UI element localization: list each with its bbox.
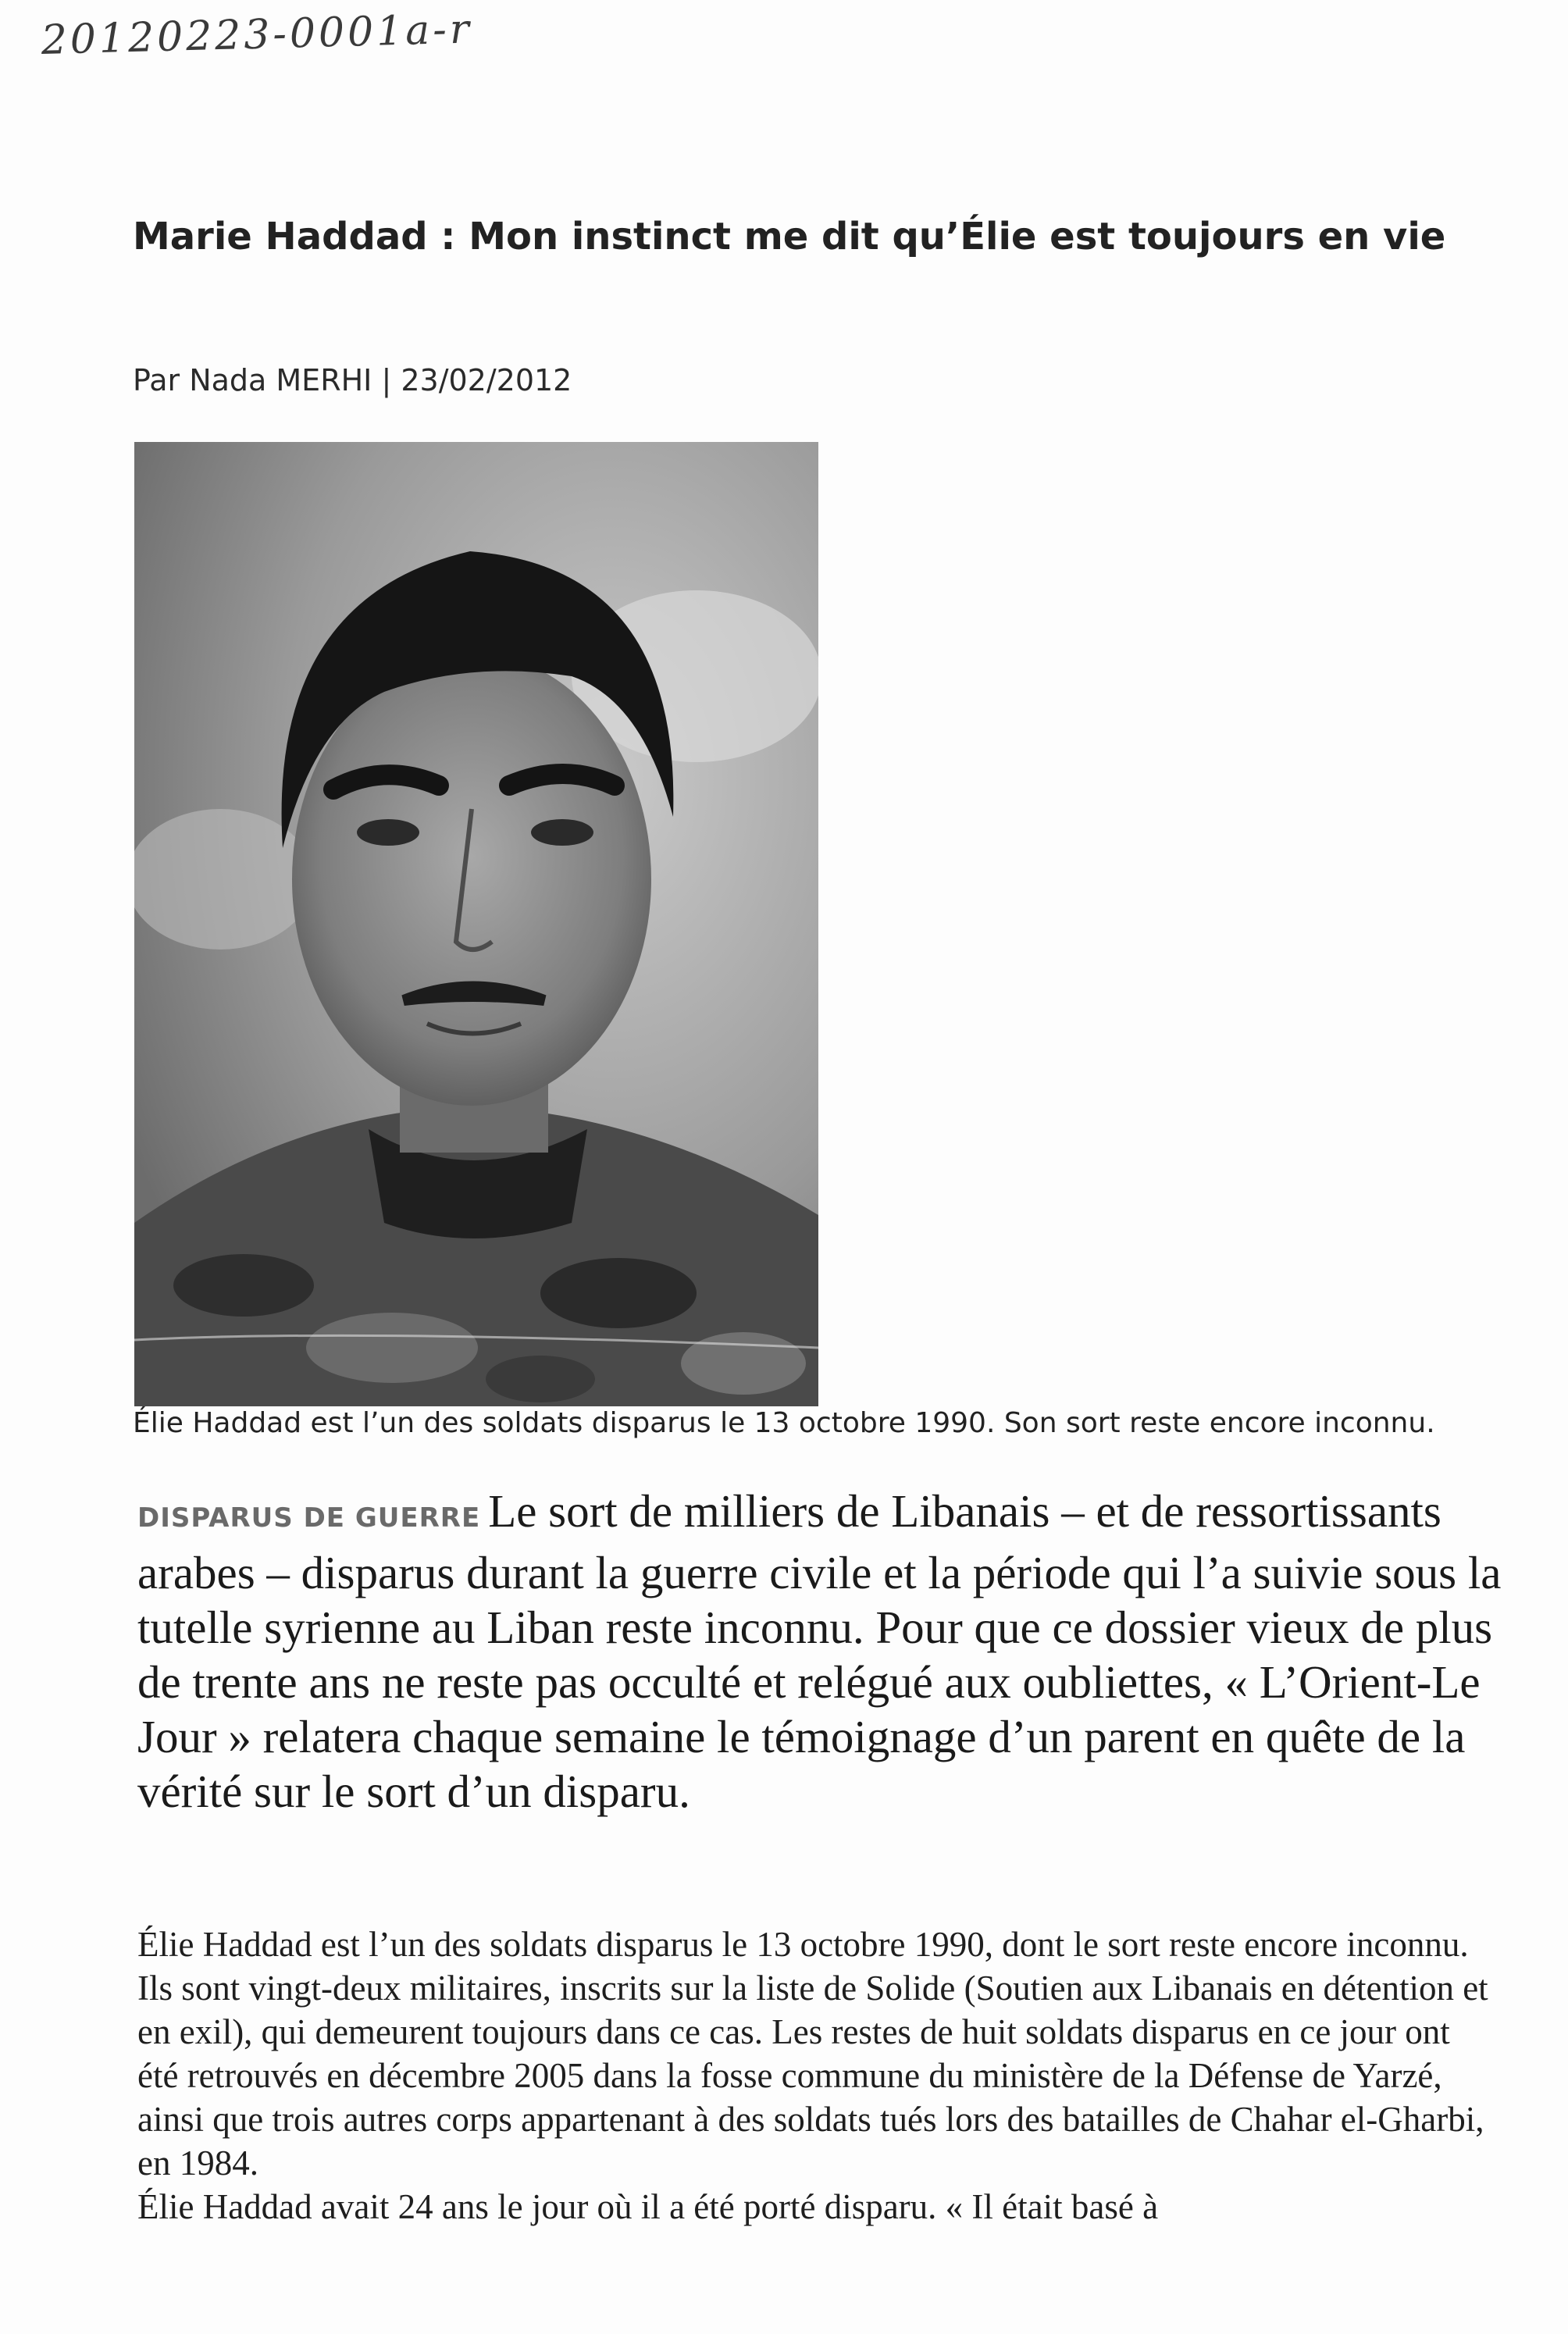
lead-text: Le sort de milliers de Libanais – et de ressortissants arabes – disparus durant la guerre civile et la période qui l’a suivie sous la tutelle syrienne au Liban reste inconnu. Pour que ce dossier vieux de plus de trente ans ne reste pas occulté et relégué aux oubliettes, « L’Orient-Le Jour » relatera chaque semaine le témoignage d’un parent en quête de la vérité sur le sort d’un disparu. (137, 1485, 1502, 1817)
body-paragraph: Élie Haddad est l’un des soldats disparus le 13 octobre 1990, dont le sort reste encore inconnu. Ils sont vingt-deux militaires, inscrits sur la liste de Solide (Soutien aux Libanais en détention et en exil), qui demeurent toujours dans ce cas. Les restes de huit soldats disparus en ce jour ont été retrouvés en décembre 2005 dans la fosse commune du ministère de la Défense de Yarzé, ainsi que trois autres corps appartenant à des soldats tués lors des batailles de Chahar el-Gharbi, en 1984. (137, 1925, 1488, 2183)
article-byline: Par Nada MERHI | 23/02/2012 (133, 363, 572, 397)
article-title: Marie Haddad : Mon instinct me dit qu’Élie est toujours en vie (133, 215, 1446, 258)
article-body (137, 1922, 1496, 2229)
photo-caption: Élie Haddad est l’un des soldats disparus le 13 octobre 1990. Son sort reste encore inconnu. (133, 1407, 1435, 1439)
section-kicker: DISPARUS DE GUERRE (137, 1502, 481, 1534)
handwritten-archive-number: 20120223-0001a-r (41, 5, 473, 64)
article-lead (137, 1484, 1520, 1819)
portrait-photo (134, 442, 818, 1406)
portrait-illustration (134, 442, 818, 1406)
body-paragraph: Élie Haddad avait 24 ans le jour où il a été porté disparu. « Il était basé à (137, 2187, 1159, 2226)
